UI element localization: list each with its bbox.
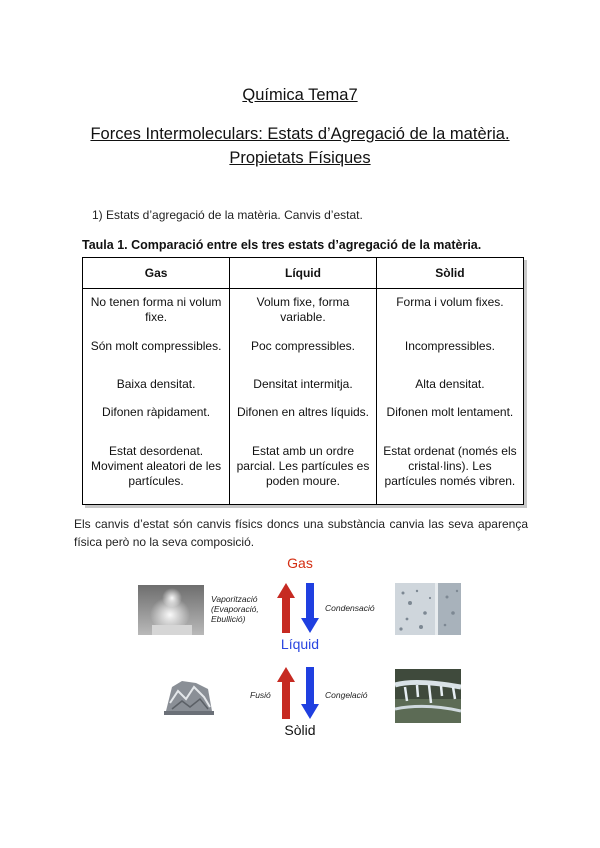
table-cell: Volum fixe, forma variable. (230, 289, 377, 339)
body-paragraph: Els canvis d’estat són canvis físics doncs una substància canvia las seva aparença física però no la seva composició. (74, 517, 528, 549)
table-cell: Densitat intermitja. (230, 377, 377, 405)
table-cell: Difonen molt lentament. (386, 405, 514, 420)
comparison-table (82, 257, 524, 505)
table-cell: Estat desordenat. Moviment aleatori de les partícules. (83, 444, 230, 504)
table-row (83, 377, 523, 405)
condensation-photo (395, 583, 461, 635)
state-gas-label: Gas (287, 555, 313, 571)
table-cell: Forma i volum fixes. (396, 295, 504, 310)
fusion-arrow-icon (276, 667, 296, 719)
table-cell: Difonen ràpidament. (83, 405, 230, 444)
table-cell: Incompressibles. (404, 338, 495, 353)
table-row (83, 405, 523, 444)
table-row (83, 339, 523, 378)
header-liquid: Líquid (230, 258, 377, 289)
table-row (83, 444, 523, 504)
page-subtitle: Forces Intermoleculars: Estats d’Agregació de la matèria. Propietats Físiques (90, 125, 510, 167)
condensation-label: Condensació (325, 603, 375, 613)
section-heading: 1) Estats d’agregació de la matèria. Canvis d’estat. (92, 208, 363, 222)
freezing-label: Congelació (325, 690, 368, 700)
table-cell: Estat amb un ordre parcial. Les partícules es poden moure. (230, 444, 377, 504)
header-solid: Sòlid (376, 258, 523, 289)
table-cell: Baixa densitat. (83, 377, 230, 405)
table-cell: Són molt compressibles. (83, 339, 230, 378)
table-cell: Alta densitat. (415, 377, 485, 392)
state-solid-label: Sòlid (284, 722, 316, 738)
melting-foil-photo (160, 673, 218, 717)
table-cell: Difonen en altres líquids. (230, 405, 377, 444)
state-liquid-label: Líquid (280, 636, 320, 652)
table-caption: Taula 1. Comparació entre els tres estats d’agregació de la matèria. (82, 238, 482, 252)
freezing-arrow-icon (300, 667, 320, 719)
table-row (83, 289, 523, 339)
steam-photo (138, 585, 204, 635)
header-gas: Gas (83, 258, 230, 289)
table-cell: Poc compressibles. (230, 339, 377, 378)
table-header-row (83, 258, 523, 289)
page-title: Química Tema7 (242, 86, 358, 104)
table-cell: No tenen forma ni volum fixe. (83, 289, 230, 339)
table-cell: Estat ordenat (només els cristal·lins). Les partícules només vibren. (383, 443, 517, 488)
ice-photo (395, 669, 461, 723)
vaporization-arrow-icon (276, 583, 296, 633)
vaporization-label: Vaporització (Evaporació, Ebullició) (211, 594, 259, 624)
condensation-arrow-icon (300, 583, 320, 633)
fusion-label: Fusió (250, 690, 271, 700)
